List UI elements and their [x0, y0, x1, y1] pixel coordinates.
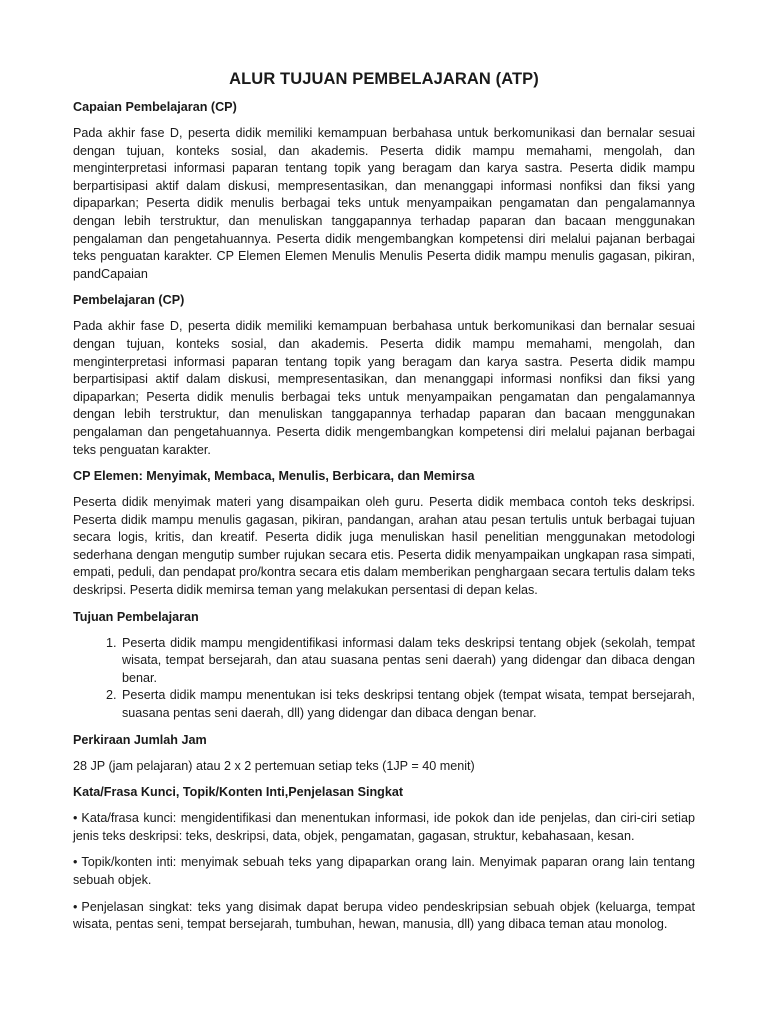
cp-elements-paragraph: Peserta didik menyimak materi yang disampaikan oleh guru. Peserta didik membaca contoh teks deskripsi. Peserta didik mampu menulis gagasan, pikiran, pandangan, arahan atau pesan tertulis untuk berbagai tujuan secara logis, kritis, dan kreatif. Peserta didik juga menuliskan hasil penelitian menggunakan metodologi sederhana dengan mengutip sumber rujukan secara etis. Peserta didik menyampaikan ungkapan rasa simpati, empati, peduli, dan pendapat pro/kontra secara etis dalam memberikan penghargaan secara tertulis dalam teks deskripsi. Peserta didik memirsa teman yang melakukan persentasi di depan kelas. — [73, 495, 695, 598]
keywords-heading: Kata/Frasa Kunci, Topik/Konten Inti,Penjelasan Singkat — [73, 785, 404, 800]
explanation-bullet-item — [73, 899, 695, 934]
objective-item: 2. Peserta didik mampu menentukan isi teks deskripsi tentang objek (tempat wisata, tempat bersejarah, suasana pentas seni daerah, dll) yang didengar dan dibaca dengan benar. — [120, 687, 695, 722]
explanation-bullet-text: Penjelasan singkat: teks yang disimak dapat berupa video pendeskripsian sebuah objek (keluarga, tempat wisata, pentas seni, tempat bersejarah, tumbuhan, hewan, manusia, dll) yang dibaca teman atau monolog. — [73, 899, 695, 932]
topic-bullet-text: Topik/konten inti: menyimak sebuah teks yang dipaparkan orang lain. Menyimak paparan orang lain tentang sebuah objek. — [73, 855, 695, 887]
bullet-icon: • — [73, 811, 78, 826]
document-page — [73, 70, 695, 943]
cp-paragraph: Pada akhir fase D, peserta didik memiliki kemampuan berbahasa untuk berkomunikasi dan bernalar sesuai dengan tujuan, konteks sosial, dan akademis. Peserta didik mampu memahami, mengolah, dan menginterpretasi informasi paparan tentang topik yang beragam dan karya sastra. Peserta didik mampu berpartisipasi aktif dalam diskusi, mempresentasikan, dan menanggapi informasi nonfiksi dan fiksi yang dipaparkan; Peserta didik menulis berbagai teks untuk menyampaikan pengamatan dan pengalamannya dengan lebih terstruktur, dan menuliskan tanggapannya terhadap paparan dan bacaan menggunakan pengalaman dan pengetahuannya. Peserta didik mengembangkan kompetensi diri melalui pajanan berbagai teks penguatan karakter. CP Elemen Elemen Menulis Menulis Peserta didik mampu menulis gagasan, pikiran, pandCapaian — [73, 126, 695, 281]
objective-item: 1. Peserta didik mampu mengidentifikasi informasi dalam teks deskripsi tentang objek (sekolah, tempat wisata, tempat bersejarah, dan atau suasana pentas seni daerah) yang didengar dan dibaca dengan benar. — [120, 635, 695, 688]
document-title: ALUR TUJUAN PEMBELAJARAN (ATP) — [229, 70, 539, 88]
hours-paragraph: 28 JP (jam pelajaran) atau 2 x 2 pertemuan setiap teks (1JP = 40 menit) — [73, 758, 475, 773]
keyword-bullet-item — [73, 810, 695, 845]
objectives-list — [73, 635, 695, 723]
topic-bullet-item — [73, 854, 695, 889]
cp-heading: Capaian Pembelajaran (CP) — [73, 100, 237, 114]
objectives-heading: Tujuan Pembelajaran — [73, 609, 199, 624]
pembelajaran-cp-paragraph: Pada akhir fase D, peserta didik memiliki kemampuan berbahasa untuk berkomunikasi dan bernalar sesuai dengan tujuan, konteks sosial, dan akademis. Peserta didik mampu memahami, mengolah, dan menginterpretasi informasi paparan tentang topik yang beragam dan karya sastra. Peserta didik mampu berpartisipasi aktif dalam diskusi, mempresentasikan, dan menanggapi informasi nonfiksi dan fiksi yang dipaparkan; Peserta didik menulis berbagai teks untuk menyampaikan pengamatan dan pengalamannya dengan lebih terstruktur, dan menuliskan tanggapannya terhadap paparan dan bacaan menggunakan pengalaman dan pengetahuannya. Peserta didik mengembangkan kompetensi diri melalui pajanan berbagai teks penguatan karakter. — [73, 319, 695, 457]
bullet-icon: • — [73, 899, 78, 914]
cp-elements-heading: CP Elemen: Menyimak, Membaca, Menulis, Berbicara, dan Memirsa — [73, 469, 475, 484]
hours-heading: Perkiraan Jumlah Jam — [73, 732, 207, 747]
bullet-icon: • — [73, 855, 78, 870]
pembelajaran-cp-heading: Pembelajaran (CP) — [73, 293, 185, 308]
keyword-bullet-text: Kata/frasa kunci: mengidentifikasi dan menentukan informasi, ide pokok dan ide penjelas, dan ciri-ciri setiap jenis teks deskripsi: teks, deskripsi, data, objek, pengamatan, gagasan, struktur, kebahasaan, kesan. — [73, 811, 695, 843]
